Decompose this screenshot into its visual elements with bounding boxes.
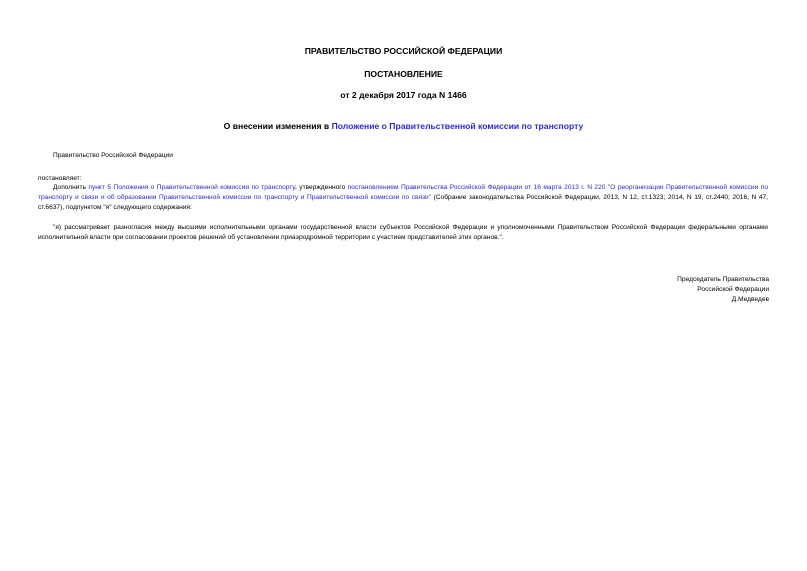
amend-text-3: (Собрание законодательства Российской Федерации, 2013, N 12, ст.1323; 2014, N 19, ст.2440; 2016, N 47, ст.6637), подпунктом "я" следующего содержания: [38, 194, 769, 211]
signatory-country: Российской Федерации [697, 286, 769, 293]
signature-block [677, 275, 769, 305]
clause-5-link[interactable]: пункт 5 Положения о Правительственной комиссии по транспорту [88, 184, 296, 191]
title-link[interactable]: Положение о Правительственной комиссии по транспорту [331, 121, 584, 131]
document-title [0, 121, 807, 132]
government-statement: Правительство Российской Федерации [53, 152, 173, 159]
signatory-position: Председатель Правительства [677, 276, 769, 283]
resolution-220-link[interactable]: постановлением Правительства Российской Федерации от 16 марта 2013 г. N 220 "О реорганизации Правительственной комиссии по транспорту и связи и об образовании Правительственной комиссии по транспорту и Правительственной комиссии по связи" [38, 184, 768, 201]
subclause-quote: "я) рассматривает разногласия между высшими исполнительными органами государственной власти субъектов Российской Федерации и уполномоченными Правительством Российской Федерации федеральными органами исполнительной власти при согласовании проектов решений об установлении приаэродромной территории с участием представителей этих органов.". [38, 224, 768, 241]
signatory-name: Д.Медведев [731, 296, 769, 303]
document-date-number: от 2 декабря 2017 года N 1466 [340, 90, 467, 100]
issuing-authority: ПРАВИТЕЛЬСТВО РОССИЙСКОЙ ФЕДЕРАЦИИ [304, 46, 503, 56]
title-prefix: О внесении изменения в [223, 121, 332, 131]
amendment-paragraph [38, 183, 768, 213]
decrees-statement: постановляет: [38, 175, 82, 182]
amend-text-1: Дополнить [53, 184, 89, 191]
document-type: ПОСТАНОВЛЕНИЕ [364, 69, 443, 79]
amend-text-2: , утвержденного [295, 184, 348, 191]
